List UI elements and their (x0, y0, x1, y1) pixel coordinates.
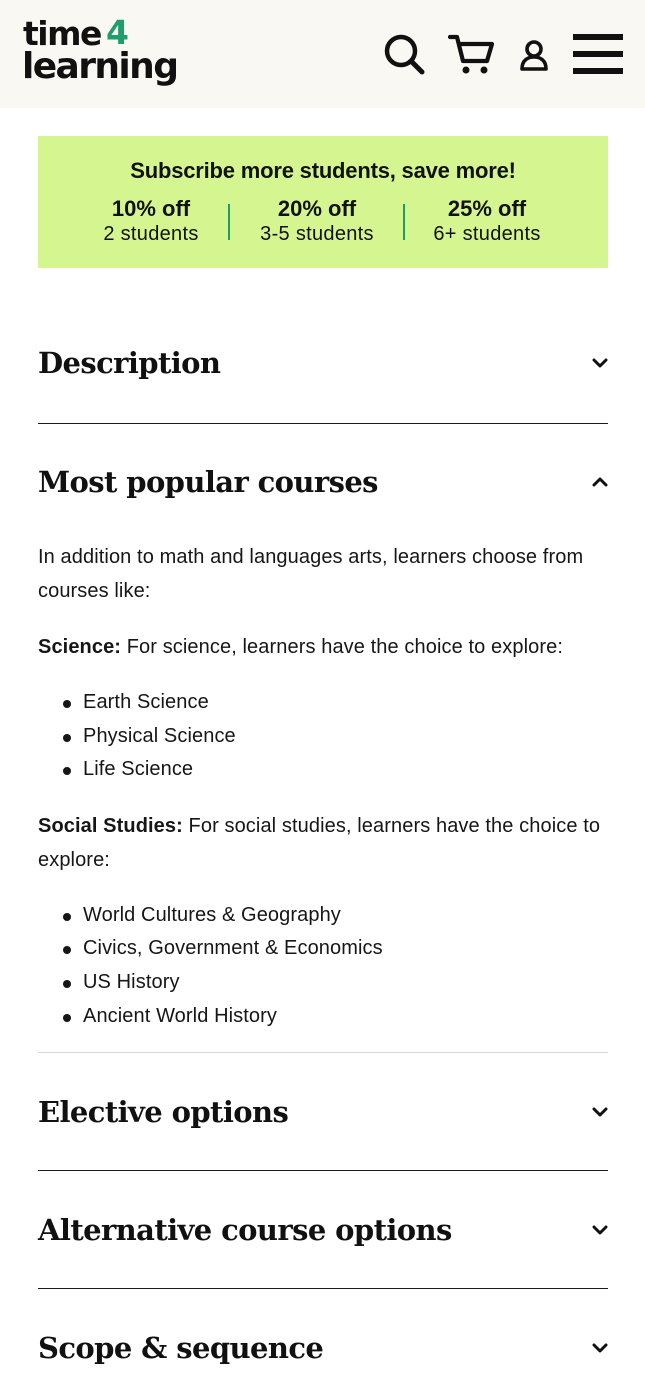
list-item: Civics, Government & Economics (38, 932, 608, 966)
multi-student-discount-banner (38, 136, 608, 268)
popular-courses-panel (38, 540, 608, 1055)
section-divider (38, 1288, 608, 1289)
chevron-down-icon (592, 1104, 608, 1120)
section-divider (38, 1052, 608, 1053)
social-studies-label: Social Studies: (38, 814, 183, 837)
site-header (0, 0, 645, 108)
tier-students: 6+ students (433, 223, 541, 245)
promo-title: Subscribe more students, save more! (130, 158, 516, 183)
section-divider (38, 423, 608, 424)
intro-paragraph: In addition to math and languages arts, learners choose from courses like: (38, 546, 584, 602)
science-paragraph (38, 630, 608, 664)
list-item: World Cultures & Geography (38, 899, 608, 933)
discount-tier (76, 196, 226, 246)
social-studies-paragraph (38, 809, 608, 877)
accordion-header-popular-courses[interactable] (38, 457, 608, 507)
accordion-title: Elective options (38, 1095, 289, 1129)
user-account-icon[interactable] (518, 38, 550, 72)
discount-tier (242, 196, 392, 246)
section-divider (38, 1170, 608, 1171)
tier-students: 3-5 students (260, 223, 374, 245)
time4learning-logo[interactable] (22, 13, 182, 92)
accordion-header-scope-sequence[interactable] (38, 1323, 608, 1373)
accordion-title: Description (38, 346, 221, 380)
tier-students: 2 students (103, 223, 199, 245)
tier-discount: 25% off (447, 196, 527, 221)
science-course-list (38, 686, 608, 787)
social-studies-course-list (38, 899, 608, 1033)
social-studies-text: For social studies, learners have the choice to explore: (38, 814, 601, 871)
list-item: US History (38, 966, 608, 1000)
chevron-up-icon (592, 474, 608, 490)
accordion-title: Alternative course options (38, 1213, 452, 1247)
tier-discount: 10% off (111, 196, 191, 221)
list-item: Life Science (38, 753, 608, 787)
accordion-header-elective-options[interactable] (38, 1087, 608, 1137)
hamburger-menu-icon[interactable] (572, 33, 624, 75)
science-label: Science: (38, 636, 122, 658)
discount-tier (412, 196, 562, 246)
list-item: Earth Science (38, 686, 608, 720)
accordion-header-alternative-course-options[interactable] (38, 1205, 608, 1255)
tier-divider (403, 204, 405, 240)
logo-accent-four: 4 (106, 13, 129, 52)
search-icon[interactable] (382, 32, 426, 76)
tier-divider (228, 204, 230, 240)
accordion-title: Scope & sequence (38, 1331, 324, 1365)
chevron-down-icon (592, 355, 608, 371)
list-item: Physical Science (38, 720, 608, 754)
cart-icon[interactable] (448, 32, 496, 76)
chevron-down-icon (592, 1222, 608, 1238)
chevron-down-icon (592, 1340, 608, 1356)
logo-word-learning: learning (22, 46, 178, 87)
tier-discount: 20% off (277, 196, 357, 221)
logo-word-time: time (23, 14, 101, 53)
science-text: For science, learners have the choice to explore: (121, 636, 563, 658)
accordion-title: Most popular courses (38, 465, 378, 499)
list-item: Ancient World History (38, 1000, 608, 1034)
accordion-header-description[interactable] (38, 338, 608, 388)
